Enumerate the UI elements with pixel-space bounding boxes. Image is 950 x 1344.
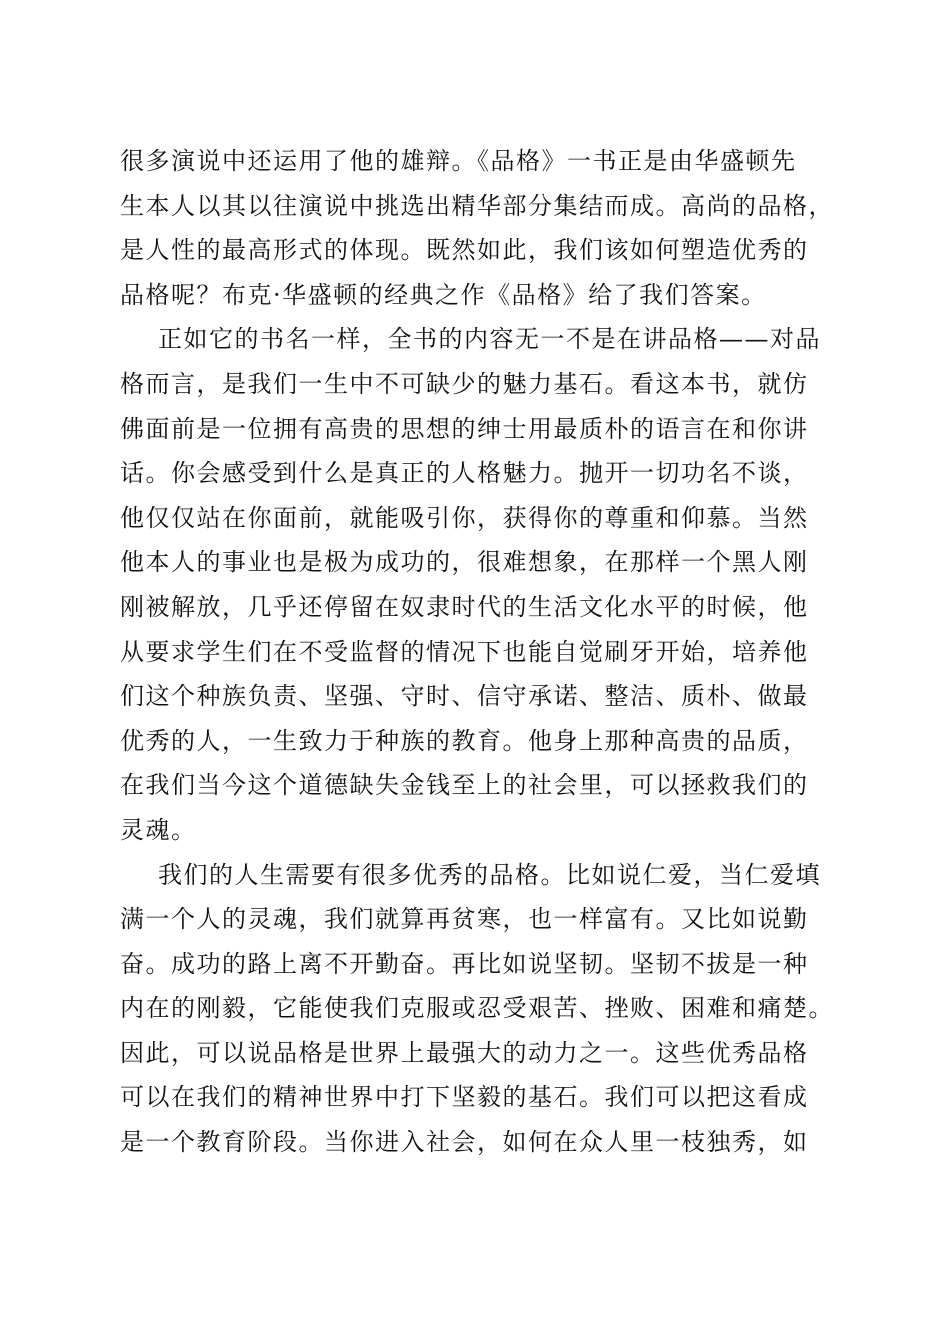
- text-line: 刚被解放，几乎还停留在奴隶时代的生活文化水平的时候，他: [120, 592, 809, 621]
- text-line: 从要求学生们在不受监督的情况下也能自觉刷牙开始，培养他: [120, 637, 809, 666]
- text-line: 正如它的书名一样，全书的内容无一不是在讲品格——对品: [158, 325, 821, 354]
- text-line: 他本人的事业也是极为成功的，很难想象，在那样一个黑人刚: [120, 548, 809, 577]
- document-body-text: [120, 139, 840, 1165]
- text-line: 因此，可以说品格是世界上最强大的动力之一。这些优秀品格: [120, 1038, 809, 1067]
- text-line: 满一个人的灵魂，我们就算再贫寒，也一样富有。又比如说勤: [120, 905, 809, 934]
- text-line: 品格呢？布克·华盛顿的经典之作《品格》给了我们答案。: [120, 280, 767, 309]
- text-line: 灵魂。: [120, 815, 197, 844]
- text-line: 话。你会感受到什么是真正的人格魅力。抛开一切功名不谈，: [120, 459, 809, 488]
- text-line: 在我们当今这个道德缺失金钱至上的社会里，可以拯救我们的: [120, 771, 809, 800]
- text-line: 佛面前是一位拥有高贵的思想的绅士用最质朴的语言在和你讲: [120, 414, 809, 443]
- text-line: 优秀的人，一生致力于种族的教育。他身上那种高贵的品质，: [120, 726, 809, 755]
- text-line: 我们的人生需要有很多优秀的品格。比如说仁爱，当仁爱填: [158, 860, 821, 889]
- text-line: 格而言，是我们一生中不可缺少的魅力基石。看这本书，就仿: [120, 369, 809, 398]
- text-line: 奋。成功的路上离不开勤奋。再比如说坚韧。坚韧不拔是一种: [120, 949, 809, 978]
- text-line: 很多演说中还运用了他的雄辩。《品格》一书正是由华盛顿先: [120, 147, 797, 175]
- text-line: 他仅仅站在你面前，就能吸引你，获得你的尊重和仰慕。当然: [120, 503, 809, 532]
- text-line: 是一个教育阶段。当你进入社会，如何在众人里一枝独秀，如: [120, 1128, 809, 1157]
- text-line: 们这个种族负责、坚强、守时、信守承诺、整洁、质朴、做最: [120, 682, 809, 711]
- text-line: 可以在我们的精神世界中打下坚毅的基石。我们可以把这看成: [120, 1083, 809, 1112]
- text-line: 内在的刚毅，它能使我们克服或忍受艰苦、挫败、困难和痛楚。: [120, 994, 834, 1023]
- text-line: 是人性的最高形式的体现。既然如此，我们该如何塑造优秀的: [120, 236, 809, 265]
- text-line: 生本人以其以往演说中挑选出精华部分集结而成。高尚的品格，: [120, 191, 834, 220]
